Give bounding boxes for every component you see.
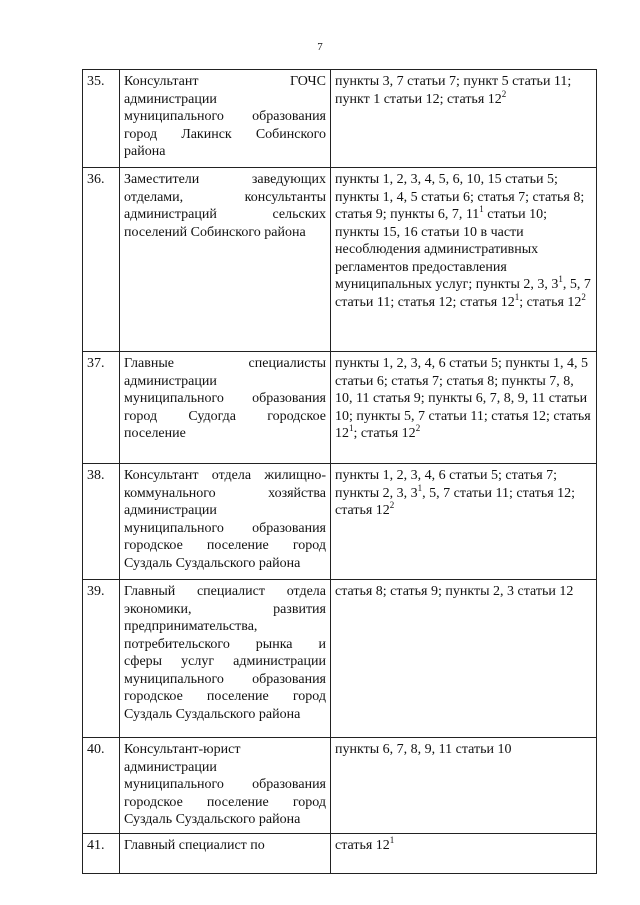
articles-cell: статья 8; статья 9; пункты 2, 3 статьи 12 — [331, 580, 597, 738]
position-cell — [120, 738, 331, 834]
position-line: района — [124, 144, 166, 159]
table-row — [83, 70, 597, 168]
position-line: Суздаль Суздальского района — [124, 706, 301, 722]
position-line: муниципального образования — [124, 391, 326, 406]
table-row — [83, 580, 597, 738]
position-line: отделами, консультанты — [124, 189, 326, 205]
position-line: администрации — [124, 503, 217, 518]
row-number: 40. — [83, 738, 120, 834]
articles-cell: пункты 6, 7, 8, 9, 11 статьи 10 — [331, 738, 597, 834]
position-line: Главный специалист отдела — [124, 584, 326, 599]
position-line: Консультант-юрист — [124, 742, 241, 757]
position-line: Главный специалист по — [124, 837, 265, 853]
row-number: 38. — [83, 464, 120, 580]
position-line: администрации — [124, 91, 217, 107]
table-row — [83, 352, 597, 464]
position-line: потребительского рынка и — [124, 636, 326, 652]
position-line: Главные специалисты — [124, 356, 326, 371]
row-number: 39. — [83, 580, 120, 738]
position-cell — [120, 833, 331, 873]
page-number: 7 — [317, 41, 323, 53]
position-line: Заместители заведующих — [124, 172, 326, 187]
articles-cell: пункты 3, 7 статьи 7; пункт 5 статьи 11; пункт 1 статьи 12; статья $12^2$ — [331, 70, 597, 168]
table-row — [83, 738, 597, 834]
position-line: экономики, развития — [124, 601, 326, 617]
position-line: поселений Собинского района — [124, 224, 306, 240]
position-line: городское поселение город — [124, 538, 326, 553]
position-line: Суздаль Суздальского района — [124, 812, 301, 827]
position-line: Консультант ГОЧС — [124, 74, 326, 89]
officials-table — [82, 69, 597, 874]
position-line: администрации — [124, 759, 217, 775]
position-cell — [120, 352, 331, 464]
articles-cell: пункты 1, 2, 3, 4, 6 статьи 5; пункты 1, 4, 5 статьи 6; статья 7; статья 8; пункты 7, 8, 10, 11 статья 9; пункты 6, 7, 8, 9, 11 статьи 10; пункты 5, 7 статьи 11; статья 12; статья $12^1$; статья $12^2$ — [331, 352, 597, 464]
position-line: муниципального образования — [124, 777, 326, 792]
position-line: город Судогда городское — [124, 408, 326, 424]
table-row — [83, 464, 597, 580]
position-line: муниципального образования — [124, 109, 326, 124]
position-line: администрации — [124, 373, 217, 389]
articles-cell: статья $12^1$ — [331, 833, 597, 873]
position-line: Консультант отдела жилищно- — [124, 468, 326, 483]
position-line: коммунального хозяйства — [124, 485, 326, 501]
row-number: 35. — [83, 70, 120, 168]
position-line: городское поселение город — [124, 794, 326, 810]
position-line: администраций сельских — [124, 207, 326, 222]
position-line: муниципального образования — [124, 671, 326, 687]
position-line: городское поселение город — [124, 689, 326, 704]
articles-cell: пункты 1, 2, 3, 4, 5, 6, 10, 15 статьи 5; пункты 1, 4, 5 статьи 6; статья 7; статья 8; статья 9; пункты 6, 7, $11^1$ статьи 10; пункты 15, 16 статьи 10 в части несоблюдения административных регламентов предоставления муниципальных услуг; пункты 2, 3, $3^1$, 5, 7 статьи 11; статья 12; статья $12^1$; статья $12^2$ — [331, 168, 597, 352]
position-cell — [120, 580, 331, 738]
position-line: город Лакинск Собинского — [124, 126, 326, 142]
position-cell — [120, 70, 331, 168]
row-number: 41. — [83, 833, 120, 873]
row-number: 36. — [83, 168, 120, 352]
position-line: сферы услуг администрации — [124, 654, 326, 669]
table-row — [83, 833, 597, 873]
position-line: предпринимательства, — [124, 619, 258, 634]
position-cell — [120, 168, 331, 352]
table-row — [83, 168, 597, 352]
position-line: поселение — [124, 426, 186, 441]
position-line: Суздаль Суздальского района — [124, 555, 301, 571]
row-number: 37. — [83, 352, 120, 464]
position-cell — [120, 464, 331, 580]
position-line: муниципального образования — [124, 520, 326, 536]
articles-cell: пункты 1, 2, 3, 4, 6 статьи 5; статья 7; пункты 2, 3, $3^1$, 5, 7 статьи 11; статья 12; статья $12^2$ — [331, 464, 597, 580]
